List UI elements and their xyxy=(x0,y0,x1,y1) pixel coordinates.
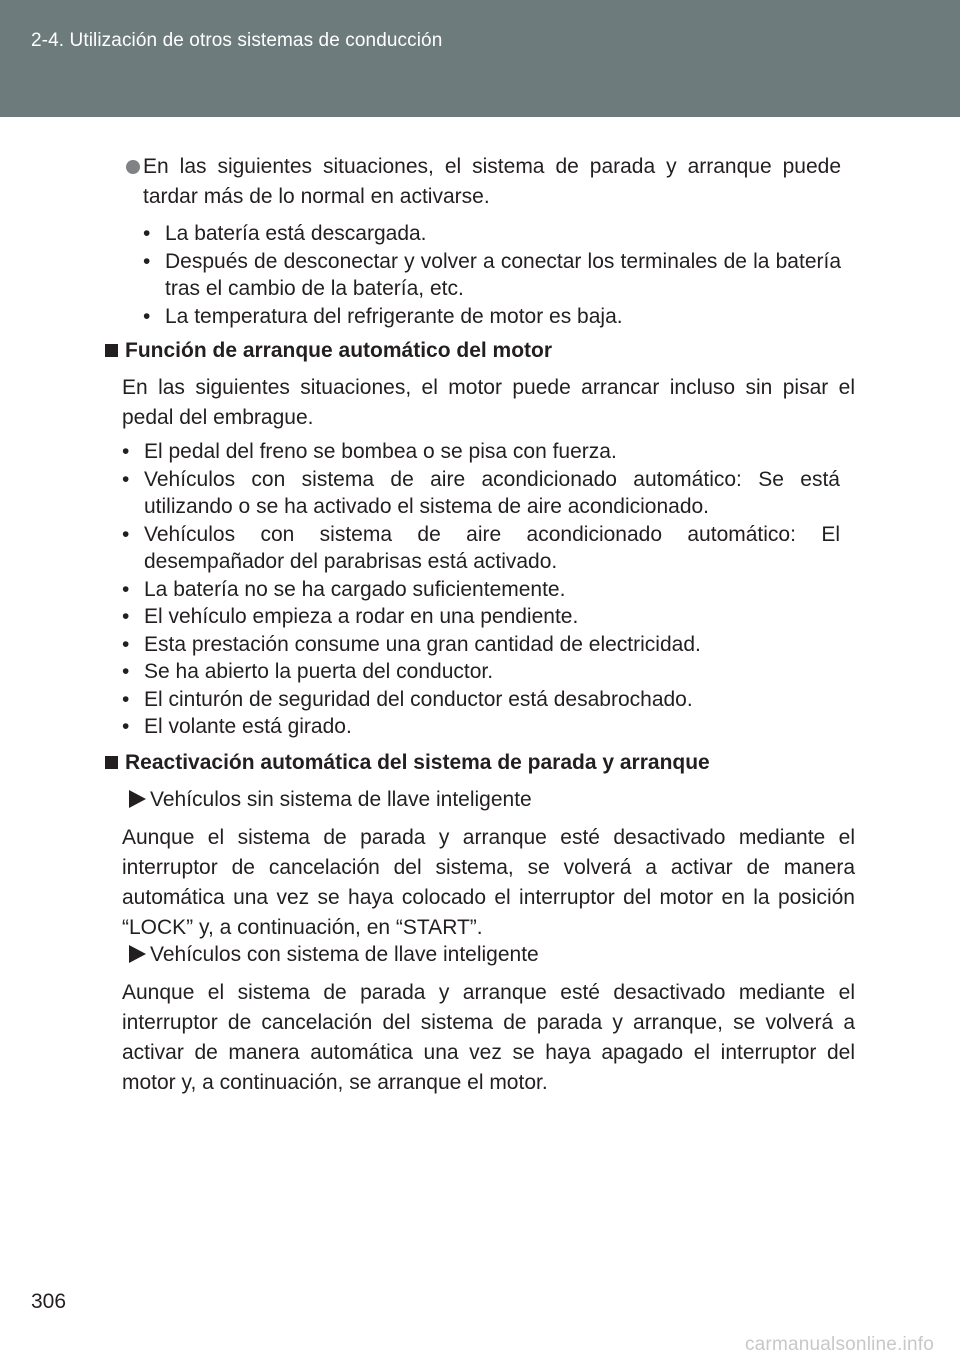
variant-paragraph: Aunque el sistema de parada y arranque esté desactivado mediante el interruptor de cancelación del sistema, se volverá a activar de manera automática una vez se haya colocado el interruptor del motor en la posición “LOCK” y, a continuación, en “START”. xyxy=(122,826,855,939)
list-item: • Esta prestación consume una gran cantidad de electricidad. xyxy=(122,631,840,659)
variant-label: Vehículos con sistema de llave inteligente xyxy=(129,941,539,969)
page-header xyxy=(0,0,960,117)
intro-list xyxy=(143,220,841,330)
list-item: • El volante está girado. xyxy=(122,713,840,741)
section-paragraph: En las siguientes situaciones, el motor puede arrancar incluso sin pisar el pedal del embrague. xyxy=(122,376,855,429)
variant-paragraph: Aunque el sistema de parada y arranque esté desactivado mediante el interruptor de cancelación del sistema de parada y arranque, se volverá a activar de manera automática una vez se haya apagado el interruptor del motor y, a continuación, se arranque el motor. xyxy=(122,981,855,1094)
square-bullet-icon xyxy=(105,344,118,357)
intro-paragraph: En las siguientes situaciones, el sistema de parada y arranque puede tardar más de lo normal en activarse. xyxy=(143,155,841,208)
list-item: • La temperatura del refrigerante de motor es baja. xyxy=(143,303,841,331)
section-heading xyxy=(105,337,552,365)
section-heading xyxy=(105,749,710,777)
list-item: • El pedal del freno se bombea o se pisa con fuerza. xyxy=(122,438,840,466)
list-item: • El vehículo empieza a rodar en una pendiente. xyxy=(122,603,840,631)
conditions-list xyxy=(122,438,840,741)
list-item: • Se ha abierto la puerta del conductor. xyxy=(122,658,840,686)
circle-bullet-icon xyxy=(126,160,140,174)
section-title: 2-4. Utilización de otros sistemas de conducción xyxy=(31,30,443,51)
heading-text: Función de arranque automático del motor xyxy=(125,339,553,362)
square-bullet-icon xyxy=(105,756,118,769)
list-item: • La batería no se ha cargado suficientemente. xyxy=(122,576,840,604)
list-item: • La batería está descargada. xyxy=(143,220,841,248)
triangle-right-icon xyxy=(129,945,146,963)
list-item: • Vehículos con sistema de aire acondicionado automático: El desempañador del parabrisas está activado. xyxy=(122,521,840,576)
list-item: • Después de desconectar y volver a conectar los terminales de la batería tras el cambio de la batería, etc. xyxy=(143,248,841,303)
list-item: • El cinturón de seguridad del conductor está desabrochado. xyxy=(122,686,840,714)
variant-label: Vehículos sin sistema de llave inteligente xyxy=(129,786,532,814)
page-number: 306 xyxy=(31,1290,67,1313)
triangle-right-icon xyxy=(129,790,146,808)
heading-text: Reactivación automática del sistema de parada y arranque xyxy=(125,751,710,774)
list-item: • Vehículos con sistema de aire acondicionado automático: Se está utilizando o se ha activado el sistema de aire acondicionado. xyxy=(122,466,840,521)
watermark: carmanualsonline.info xyxy=(744,1334,934,1355)
